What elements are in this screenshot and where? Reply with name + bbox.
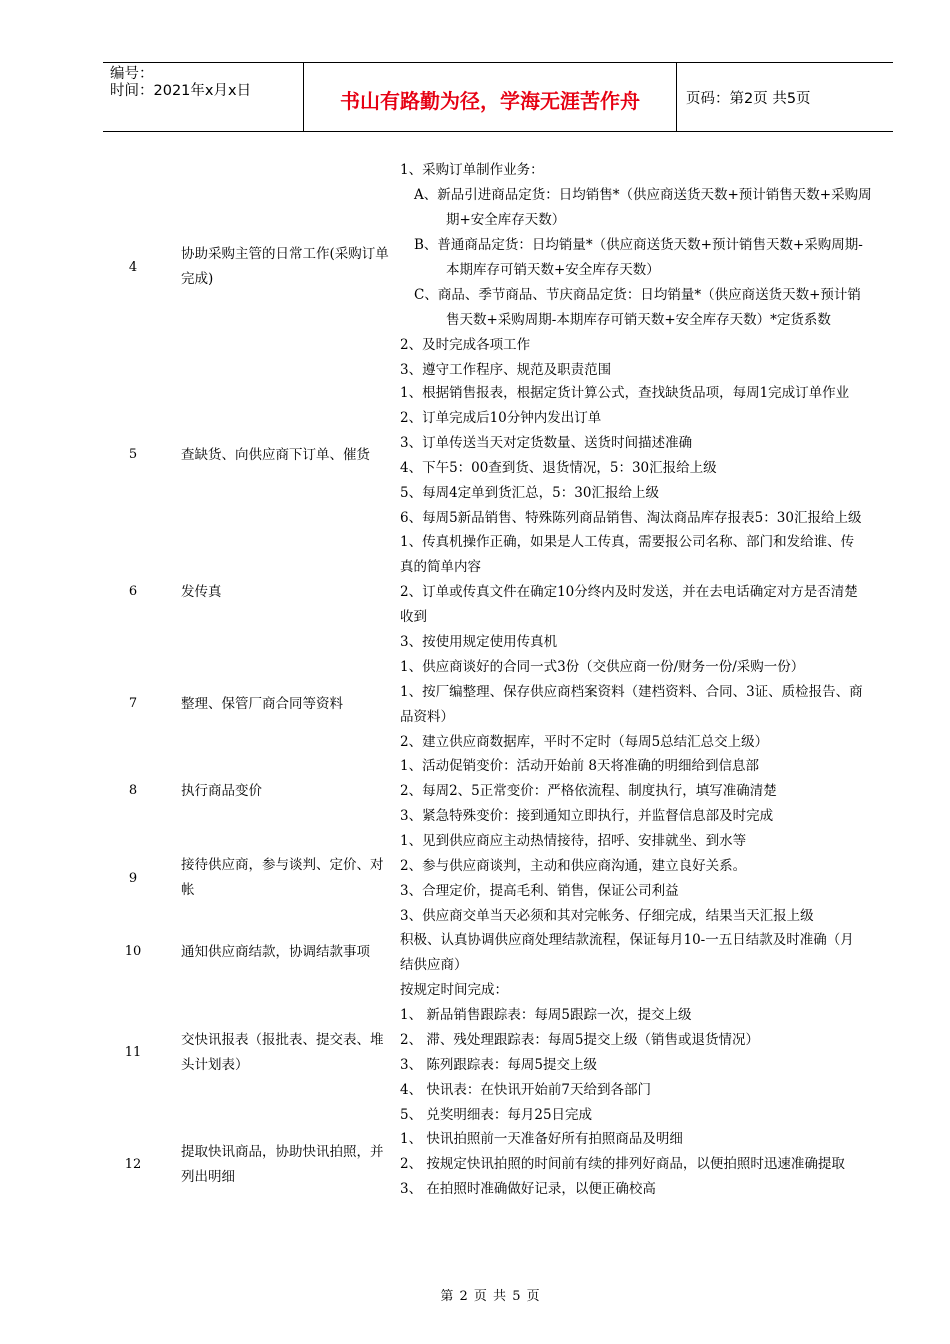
duty-cell: 提取快讯商品，协助快讯拍照，并列出明细 xyxy=(181,1144,384,1185)
list-item: 真的简单内容 xyxy=(400,559,481,575)
requirements-cell xyxy=(400,928,900,978)
list-item: 1、根据销售报表，根据定货计算公式，查找缺货品项，每周1完成订单作业 xyxy=(400,385,850,401)
list-item: 4、下午5：00查到货、退货情况，5：30汇报给上级 xyxy=(400,460,717,476)
code-label: 编号： xyxy=(110,66,154,82)
list-item: 1、按厂编整理、保存供应商档案资料（建档资料、合同、3证、质检报告、商 xyxy=(400,684,863,700)
list-item: 3、遵守工作程序、规范及职责范围 xyxy=(400,362,612,378)
list-item: 1、活动促销变价：活动开始前 8天将准确的明细给到信息部 xyxy=(400,758,759,774)
row-number: 11 xyxy=(124,1045,142,1060)
list-item: 3、紧急特殊变价：接到通知立即执行，并监督信息部及时完成 xyxy=(400,808,774,824)
list-item: 5、 兑奖明细表：每月25日完成 xyxy=(400,1107,593,1123)
requirements-cell xyxy=(400,530,900,655)
duty-cell: 整理、保管厂商合同等资料 xyxy=(181,696,343,712)
list-item: 结供应商） xyxy=(400,957,468,973)
header-divider xyxy=(676,63,677,131)
list-item: 2、 滞、残处理跟踪表：每周5提交上级（销售或退货情况） xyxy=(400,1032,759,1048)
list-item: 2、订单完成后10分钟内发出订单 xyxy=(400,410,602,426)
list-item: 3、 在拍照时准确做好记录，以便正确校高 xyxy=(400,1181,656,1197)
page-header xyxy=(103,62,893,132)
list-item: 2、参与供应商谈判，主动和供应商沟通，建立良好关系。 xyxy=(400,858,747,874)
list-item: 1、见到供应商应主动热情接待，招呼、安排就坐、到水等 xyxy=(400,833,747,849)
list-item: 6、每周5新品销售、特殊陈列商品销售、淘汰商品库存报表5：30汇报给上级 xyxy=(400,510,862,526)
list-item: C、商品、季节商品、节庆商品定货：日均销量*（供应商送货天数+预计销 xyxy=(414,287,861,303)
list-item: 品资料） xyxy=(400,709,454,725)
duty-cell: 接待供应商，参与谈判、定价、对帐 xyxy=(181,857,384,898)
list-item: 4、 快讯表：在快讯开始前7天给到各部门 xyxy=(400,1082,651,1098)
row-number: 7 xyxy=(128,696,138,711)
list-item: 3、按使用规定使用传真机 xyxy=(400,634,558,650)
requirements-cell xyxy=(400,381,900,531)
list-item: 3、供应商交单当天必须和其对完帐务、仔细完成，结果当天汇报上级 xyxy=(400,908,814,924)
duty-cell: 交快讯报表（报批表、提交表、堆头计划表） xyxy=(181,1032,384,1073)
list-item: 期+安全库存天数） xyxy=(446,212,566,228)
duty-cell: 发传真 xyxy=(181,584,222,600)
duty-cell: 协助采购主管的日常工作(采购订单完成) xyxy=(181,246,389,287)
list-item: 1、 新品销售跟踪表：每周5跟踪一次，提交上级 xyxy=(400,1007,692,1023)
row-number: 9 xyxy=(128,871,138,886)
list-item: 2、建立供应商数据库，平时不定时（每周5总结汇总交上级） xyxy=(400,734,769,750)
duty-cell: 通知供应商结款，协调结款事项 xyxy=(181,944,370,960)
list-item: 积极、认真协调供应商处理结款流程，保证每月10-一五日结款及时准确（月 xyxy=(400,932,854,948)
requirements-cell xyxy=(400,829,900,929)
list-item: 1、采购订单制作业务： xyxy=(400,162,544,178)
list-item: 1、传真机操作正确，如果是人工传真，需要报公司名称、部门和发给谁、传 xyxy=(400,534,855,550)
requirements-cell xyxy=(400,1127,900,1202)
row-number: 10 xyxy=(124,944,142,959)
list-item: 1、 快讯拍照前一天准备好所有拍照商品及明细 xyxy=(400,1131,683,1147)
row-number: 4 xyxy=(128,260,138,275)
list-item: 2、订单或传真文件在确定10分终内及时发送，并在去电话确定对方是否清楚 xyxy=(400,584,858,600)
requirements-cell xyxy=(400,655,900,755)
requirements-cell xyxy=(400,978,900,1128)
list-item: B、普通商品定货：日均销量*（供应商送货天数+预计销售天数+采购周期- xyxy=(414,237,863,253)
list-item: 按规定时间完成： xyxy=(400,982,508,998)
list-item: 3、合理定价，提高毛利、销售，保证公司利益 xyxy=(400,883,679,899)
row-number: 5 xyxy=(128,447,138,462)
list-item: 3、订单传送当天对定货数量、送货时间描述准确 xyxy=(400,435,693,451)
page-footer: 第 2 页 共 5 页 xyxy=(440,1289,540,1304)
duty-cell: 执行商品变价 xyxy=(181,783,262,799)
row-number: 6 xyxy=(128,584,138,599)
list-item: 收到 xyxy=(400,609,427,625)
motto: 书山有路勤为径，学海无涯苦作舟 xyxy=(340,89,640,113)
list-item: 售天数+采购周期-本期库存可销天数+安全库存天数）*定货系数 xyxy=(446,312,831,328)
list-item: 2、及时完成各项工作 xyxy=(400,337,531,353)
page-label: 页码：第2页 共5页 xyxy=(686,91,811,107)
requirements-cell xyxy=(400,158,900,383)
row-number: 8 xyxy=(128,783,138,798)
list-item: 3、 陈列跟踪表：每周5提交上级 xyxy=(400,1057,597,1073)
list-item: 本期库存可销天数+安全库存天数） xyxy=(446,262,660,278)
duty-cell: 查缺货、向供应商下订单、催货 xyxy=(181,447,370,463)
header-meta xyxy=(110,66,251,100)
list-item: A、新品引进商品定货：日均销售*（供应商送货天数+预计销售天数+采购周 xyxy=(414,187,872,203)
list-item: 2、 按规定快讯拍照的时间前有续的排列好商品，以便拍照时迅速准确提取 xyxy=(400,1156,845,1172)
list-item: 5、每周4定单到货汇总，5：30汇报给上级 xyxy=(400,485,659,501)
time-label: 时间：2021年x月x日 xyxy=(110,83,252,99)
row-number: 12 xyxy=(124,1157,142,1172)
list-item: 2、每周2、5正常变价：严格依流程、制度执行，填写准确清楚 xyxy=(400,783,777,799)
list-item: 1、供应商谈好的合同一式3份（交供应商一份/财务一份/采购一份） xyxy=(400,659,805,675)
requirements-cell xyxy=(400,754,900,829)
